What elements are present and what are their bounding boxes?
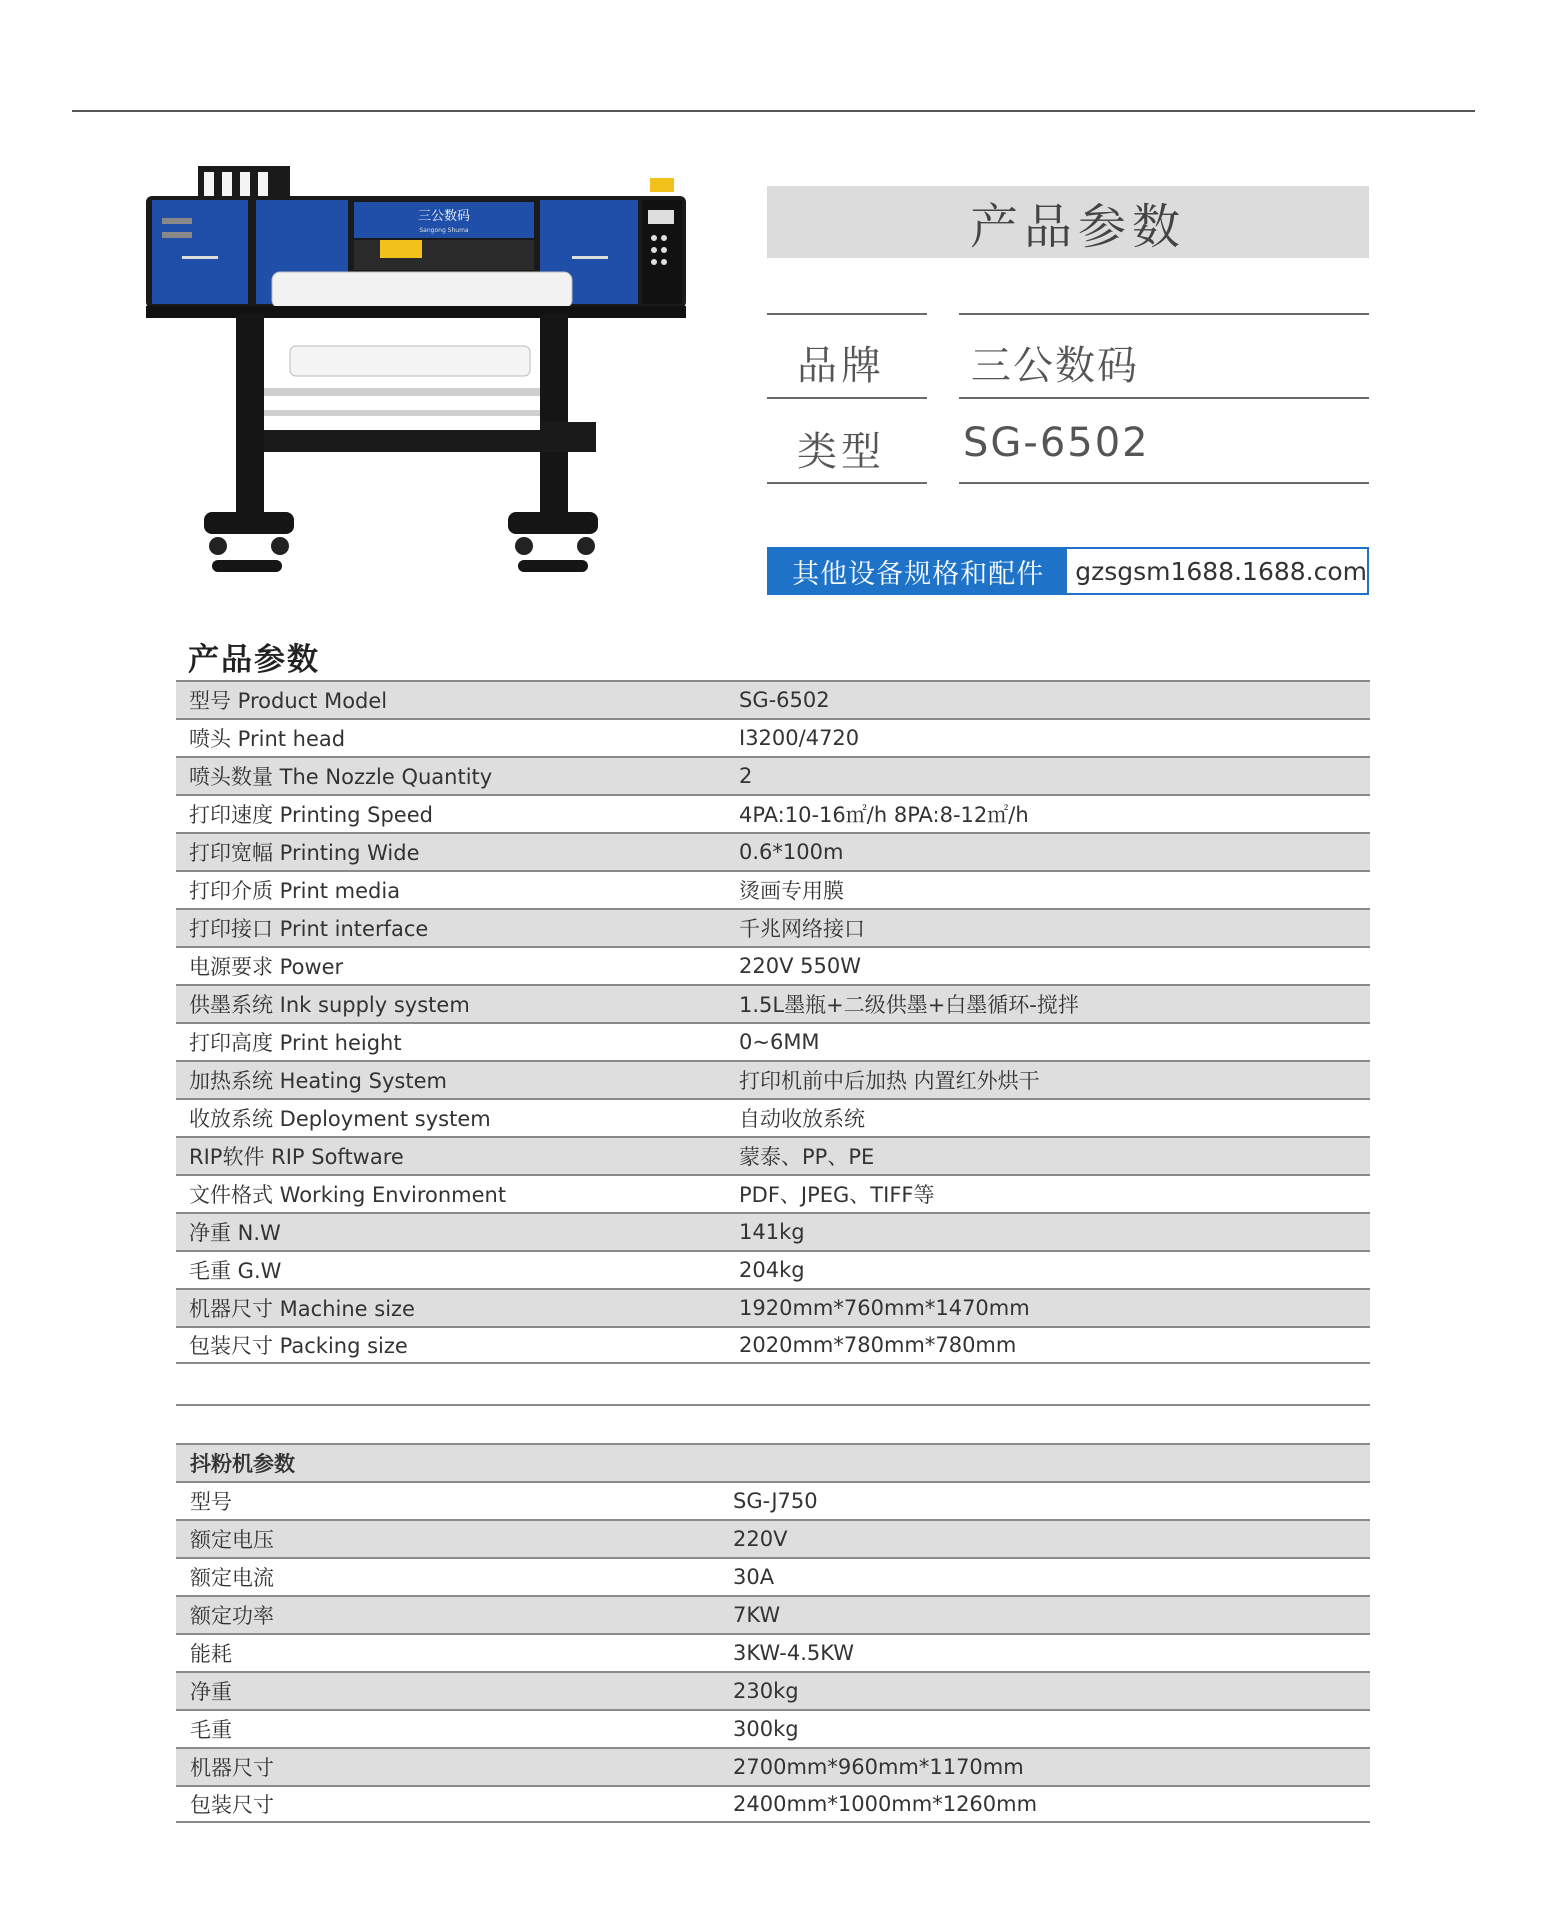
table-row <box>176 946 1370 984</box>
table-row <box>176 1595 1370 1633</box>
spec-value: 141kg <box>739 1220 805 1244</box>
table-row <box>176 1747 1370 1785</box>
printer-logo-sub: Sangong Shuma <box>419 227 469 234</box>
spec-key: 机器尺寸 <box>190 1756 274 1780</box>
table-row <box>176 1212 1370 1250</box>
spec-value: 0~6MM <box>739 1030 820 1054</box>
powder-spec-table <box>176 1443 1370 1823</box>
spec-value: 1.5L墨瓶+二级供墨+白墨循环-搅拌 <box>739 993 1079 1017</box>
table-row <box>176 1288 1370 1326</box>
table-row <box>176 1709 1370 1747</box>
table-row <box>176 908 1370 946</box>
spec-key: 型号 Product Model <box>189 689 388 713</box>
spec-key: 毛重 G.W <box>189 1259 282 1283</box>
spec-value: 打印机前中后加热 内置红外烘干 <box>739 1069 1040 1093</box>
spec-value: 0.6*100m <box>739 840 844 864</box>
table-row <box>176 1250 1370 1288</box>
spec-key: 型号 <box>190 1490 232 1514</box>
table-row <box>176 1174 1370 1212</box>
spec-value: 2020mm*780mm*780mm <box>739 1333 1017 1357</box>
card-rule <box>959 313 1369 315</box>
spec-key: 毛重 <box>190 1718 232 1742</box>
table-header-row <box>176 1443 1370 1481</box>
spec-value: 230kg <box>733 1679 799 1703</box>
table-row <box>176 1098 1370 1136</box>
top-divider <box>72 110 1475 112</box>
accessories-link-box[interactable] <box>767 547 1369 595</box>
spec-value: 3KW-4.5KW <box>733 1641 855 1665</box>
table-row <box>176 794 1370 832</box>
card-rule <box>767 313 927 315</box>
spec-key: 机器尺寸 Machine size <box>189 1297 415 1321</box>
type-label: 类型 <box>797 429 885 475</box>
printer-logo: 三公数码 <box>417 209 471 224</box>
spec-key: 额定功率 <box>190 1604 274 1628</box>
spec-value: SG-6502 <box>739 688 830 712</box>
table-row <box>176 1136 1370 1174</box>
spec-key: 打印介质 Print media <box>189 879 401 903</box>
card-rule <box>959 397 1369 399</box>
card-title-bar <box>767 186 1369 258</box>
spec-key: 打印宽幅 Printing Wide <box>189 841 420 865</box>
accessories-link-url[interactable]: gzsgsm1688.1688.com <box>1075 556 1367 586</box>
spec-key: 净重 N.W <box>189 1221 281 1245</box>
spec-value: 204kg <box>739 1258 805 1282</box>
spec-key: 文件格式 Working Environment <box>189 1183 507 1207</box>
table-row <box>176 718 1370 756</box>
spec-key: 喷头数量 The Nozzle Quantity <box>189 765 493 789</box>
table-row <box>176 870 1370 908</box>
table-row <box>176 1557 1370 1595</box>
spec-value: 2700mm*960mm*1170mm <box>733 1755 1024 1779</box>
card-rule <box>959 482 1369 484</box>
spec-value: 蒙泰、PP、PE <box>739 1145 875 1169</box>
spec-key: 打印高度 Print height <box>189 1031 402 1055</box>
spec-value: PDF、JPEG、TIFF等 <box>739 1183 935 1207</box>
spec-value: I3200/4720 <box>739 726 860 750</box>
accessories-link-label: 其他设备规格和配件 <box>769 549 1067 593</box>
spec-value: 1920mm*760mm*1470mm <box>739 1296 1030 1320</box>
spec-key: 净重 <box>190 1680 232 1704</box>
table-row <box>176 1060 1370 1098</box>
table-row <box>176 1519 1370 1557</box>
spec-value: 220V <box>733 1527 788 1551</box>
spec-key: 喷头 Print head <box>189 727 346 751</box>
spec-key: 打印速度 Printing Speed <box>189 803 433 827</box>
spec-key: 电源要求 Power <box>189 955 344 979</box>
spec-key: 额定电流 <box>190 1566 274 1590</box>
specs-heading: 产品参数 <box>188 642 320 678</box>
spec-value: 2 <box>739 764 753 788</box>
spec-value: 4PA:10-16㎡/h 8PA:8-12㎡/h <box>739 803 1029 827</box>
card-rule <box>767 482 927 484</box>
table-row <box>176 680 1370 718</box>
brand-label: 品牌 <box>797 343 885 389</box>
spec-value: 30A <box>733 1565 775 1589</box>
spec-key: 加热系统 Heating System <box>189 1069 447 1093</box>
spec-key: 包装尺寸 Packing size <box>189 1334 408 1358</box>
spec-key: 额定电压 <box>190 1528 274 1552</box>
spec-value: 220V 550W <box>739 954 861 978</box>
spec-key: 包装尺寸 <box>190 1793 274 1817</box>
spec-key: 能耗 <box>190 1642 232 1666</box>
table-row <box>176 832 1370 870</box>
table-row <box>176 1671 1370 1709</box>
spec-key: 收放系统 Deployment system <box>189 1107 491 1131</box>
card-rule <box>767 397 927 399</box>
table-row <box>176 1022 1370 1060</box>
powder-heading: 抖粉机参数 <box>190 1452 295 1476</box>
spec-key: 打印接口 Print interface <box>189 917 429 941</box>
spec-value: 烫画专用膜 <box>739 879 844 903</box>
spec-value: 300kg <box>733 1717 799 1741</box>
table-row <box>176 1633 1370 1671</box>
type-value: SG-6502 <box>963 420 1150 466</box>
table-row <box>176 1785 1370 1823</box>
spec-key: RIP软件 RIP Software <box>189 1145 404 1169</box>
brand-value: 三公数码 <box>971 343 1139 389</box>
spec-value: 2400mm*1000mm*1260mm <box>733 1792 1038 1816</box>
card-title: 产品参数 <box>969 198 1186 255</box>
table-separator <box>176 1404 1370 1406</box>
printer-image <box>140 160 700 600</box>
spec-value: 7KW <box>733 1603 781 1627</box>
table-row <box>176 1326 1370 1364</box>
table-row <box>176 756 1370 794</box>
spec-value: 千兆网络接口 <box>739 917 865 941</box>
spec-table <box>176 680 1370 1364</box>
table-row <box>176 1481 1370 1519</box>
spec-value: 自动收放系统 <box>739 1107 865 1131</box>
spec-value: SG-J750 <box>733 1489 818 1513</box>
table-row <box>176 984 1370 1022</box>
spec-key: 供墨系统 Ink supply system <box>189 993 470 1017</box>
